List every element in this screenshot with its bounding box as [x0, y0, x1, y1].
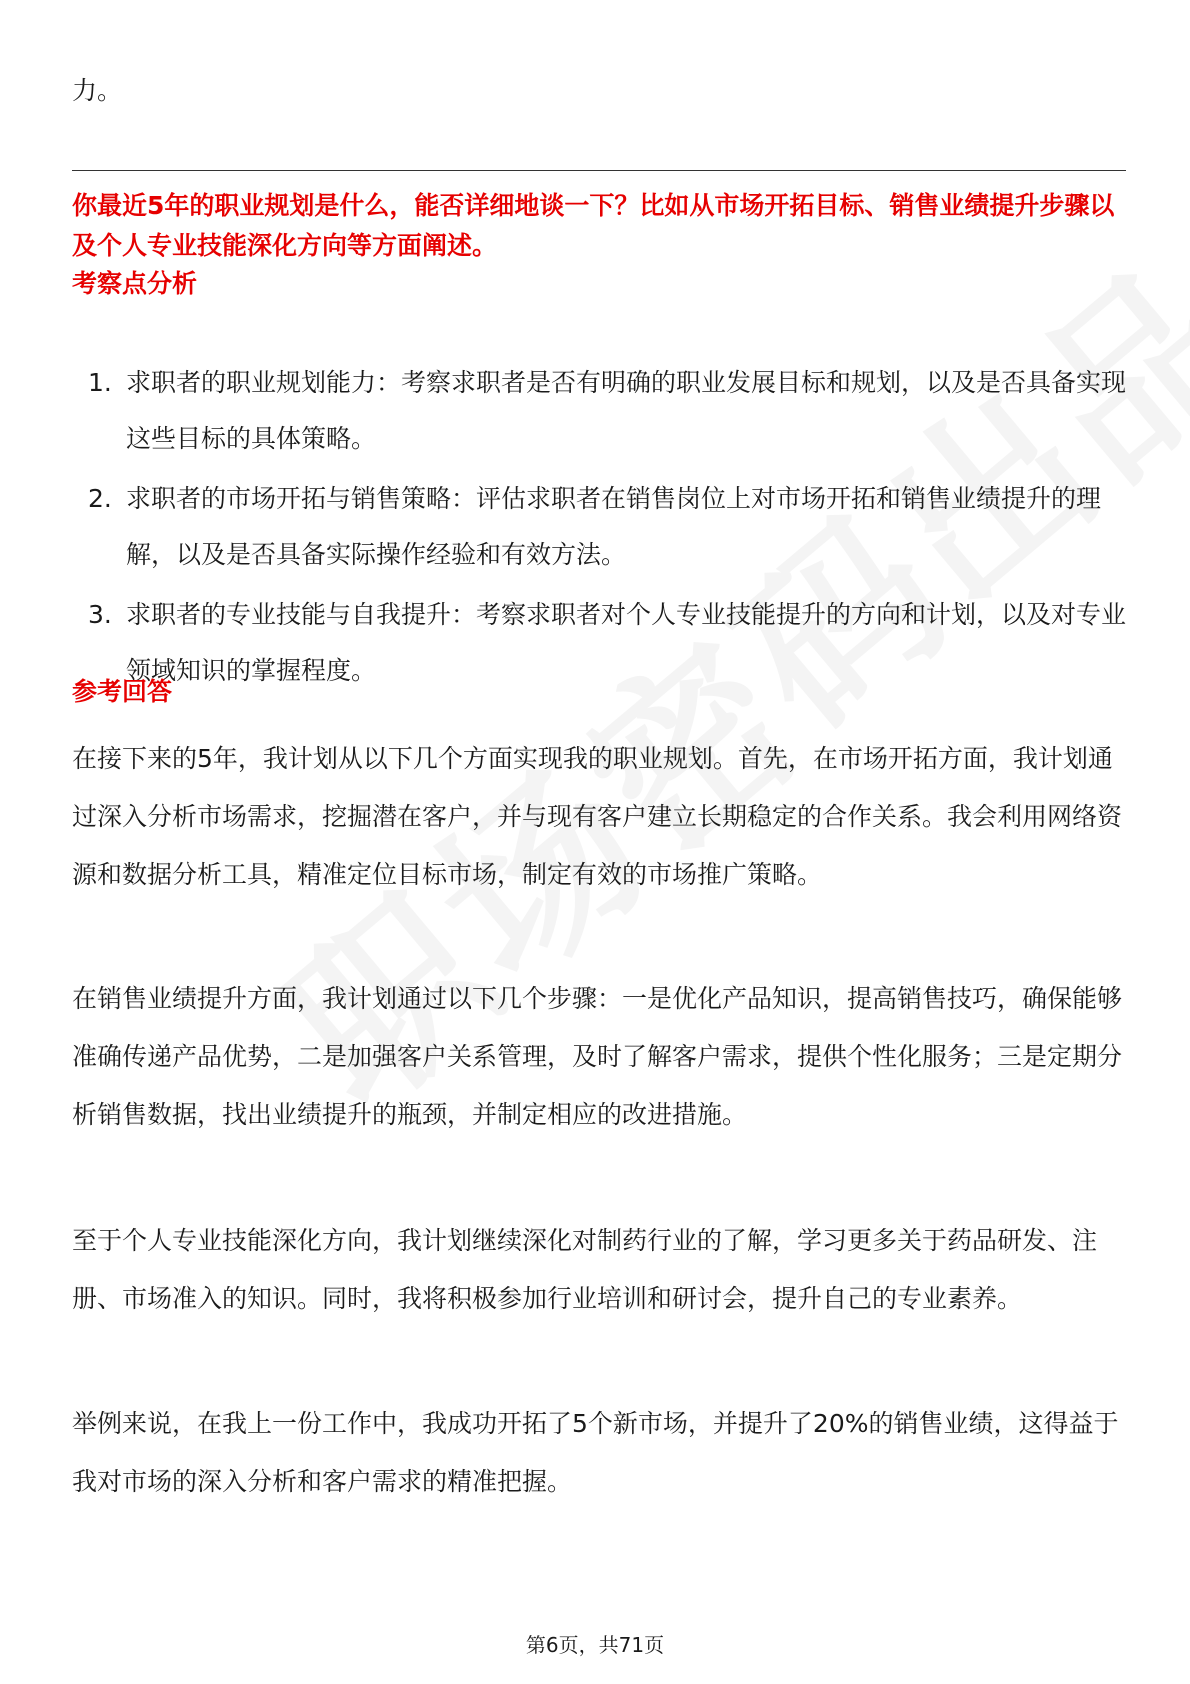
analysis-heading: 考察点分析: [72, 269, 198, 298]
analysis-item: [72, 355, 1132, 467]
analysis-item-number: 2.: [88, 484, 112, 513]
analysis-item-number: 3.: [88, 600, 112, 629]
analysis-item-text: 求职者的专业技能与自我提升：考察求职者对个人专业技能提升的方向和计划，以及对专业领域知识的掌握程度。: [126, 600, 1127, 685]
answer-paragraph: 在接下来的5年，我计划从以下几个方面实现我的职业规划。首先，在市场开拓方面，我计划通过深入分析市场需求，挖掘潜在客户，并与现有客户建立长期稳定的合作关系。我会利用网络资源和数据分析工具，精准定位目标市场，制定有效的市场推广策略。: [72, 744, 1123, 889]
continuation-text: 力。: [72, 76, 123, 105]
analysis-item-number: 1.: [88, 368, 112, 397]
section-divider: [72, 170, 1126, 171]
analysis-item-text: 求职者的市场开拓与销售策略：评估求职者在销售岗位上对市场开拓和销售业绩提升的理解，以及是否具备实际操作经验和有效方法。: [126, 484, 1102, 569]
analysis-item: [72, 471, 1132, 583]
page-footer: 第6页，共71页: [525, 1633, 665, 1657]
answer-heading: 参考回答: [72, 677, 173, 706]
answer-paragraph: 在销售业绩提升方面，我计划通过以下几个步骤：一是优化产品知识，提高销售技巧，确保能够准确传递产品优势，二是加强客户关系管理，及时了解客户需求，提供个性化服务；三是定期分析销售数据，找出业绩提升的瓶颈，并制定相应的改进措施。: [72, 984, 1123, 1129]
analysis-list: [72, 355, 1132, 703]
answer-paragraph: 至于个人专业技能深化方向，我计划继续深化对制药行业的了解，学习更多关于药品研发、注册、市场准入的知识。同时，我将积极参加行业培训和研讨会，提升自己的专业素养。: [72, 1226, 1098, 1313]
answer-paragraph: 举例来说，在我上一份工作中，我成功开拓了5个新市场，并提升了20%的销售业绩，这得益于我对市场的深入分析和客户需求的精准把握。: [72, 1409, 1119, 1496]
interview-question: 你最近5年的职业规划是什么，能否详细地谈一下？比如从市场开拓目标、销售业绩提升步骤以及个人专业技能深化方向等方面阐述。: [72, 191, 1115, 260]
analysis-item: [72, 587, 1132, 699]
analysis-item-text: 求职者的职业规划能力：考察求职者是否有明确的职业发展目标和规划，以及是否具备实现这些目标的具体策略。: [126, 368, 1127, 453]
